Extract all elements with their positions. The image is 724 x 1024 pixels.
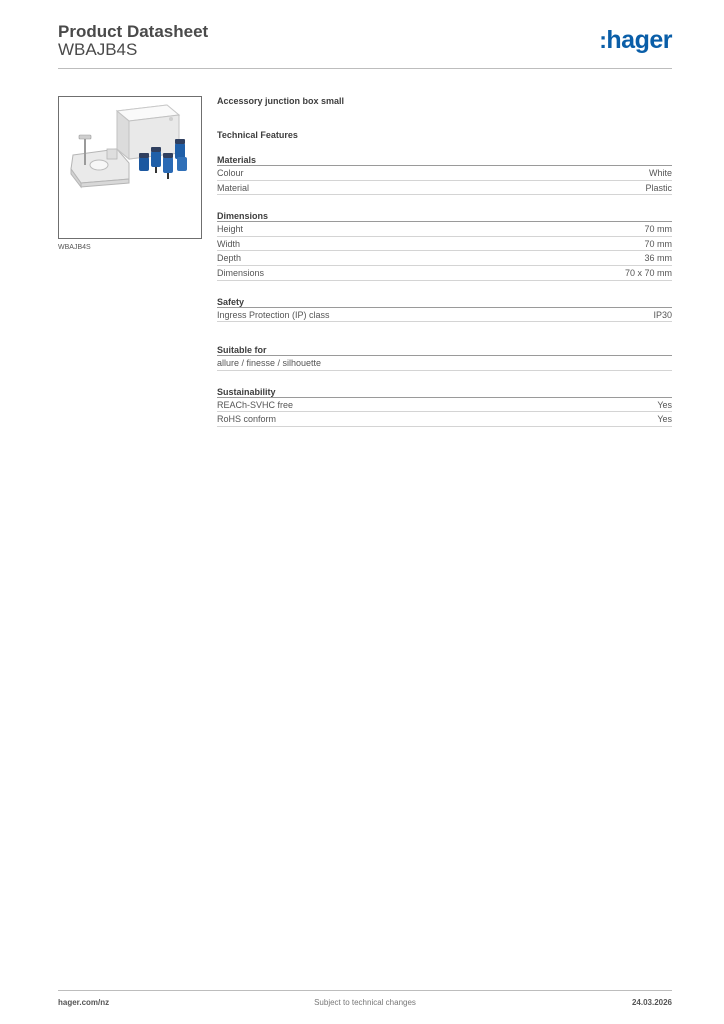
spec-label: Dimensions <box>217 267 265 278</box>
section-dimensions <box>217 211 672 280</box>
spec-label: Colour <box>217 168 244 178</box>
spec-value: Yes <box>657 414 672 425</box>
section-materials <box>217 155 672 195</box>
spec-label: Height <box>217 224 244 235</box>
spec-value: 70 mm <box>644 238 672 249</box>
spec-row <box>217 356 672 371</box>
footer-date: 24.03.2026 <box>631 998 672 1007</box>
footer-divider <box>58 990 672 991</box>
section-suitable-for <box>217 345 672 371</box>
spec-value: 70 x 70 mm <box>624 267 672 278</box>
product-name: Accessory junction box small <box>217 96 345 106</box>
section-title: Dimensions <box>217 211 672 222</box>
logo-dots: : <box>599 27 607 53</box>
product-image <box>58 96 202 239</box>
section-safety <box>217 297 672 323</box>
spec-value: White <box>648 168 672 178</box>
spec-label: Material <box>217 182 250 193</box>
section-sustainability <box>217 387 672 427</box>
header-divider <box>58 68 672 69</box>
spec-label: Ingress Protection (IP) class <box>217 309 330 320</box>
spec-row <box>217 237 672 252</box>
spec-row <box>217 308 672 323</box>
section-title: Sustainability <box>217 387 672 398</box>
footer-website-link[interactable]: hager.com/nz <box>58 998 110 1007</box>
spec-row <box>217 266 672 281</box>
section-title: Safety <box>217 297 672 308</box>
footer-notice: Subject to technical changes <box>314 998 416 1007</box>
spec-value: Yes <box>657 399 672 410</box>
junction-box-illustration <box>59 97 201 238</box>
spec-value: Plastic <box>645 182 672 193</box>
logo-text: hager <box>606 26 672 54</box>
page-footer <box>58 998 672 1010</box>
spec-label: RoHS conform <box>217 414 277 425</box>
spec-label: Width <box>217 238 241 249</box>
spec-label: allure / finesse / silhouette <box>217 358 322 369</box>
spec-row <box>217 251 672 266</box>
spec-row <box>217 181 672 196</box>
hager-logo <box>599 26 672 54</box>
junction-box-icon <box>117 105 179 159</box>
spec-value: IP30 <box>653 309 672 320</box>
page-header <box>58 20 672 70</box>
image-caption: WBAJB4S <box>58 244 91 251</box>
section-title: Suitable for <box>217 345 672 356</box>
technical-features-heading: Technical Features <box>217 130 298 140</box>
spec-value: 36 mm <box>644 253 672 264</box>
spec-row <box>217 166 672 181</box>
product-reference: WBAJB4S <box>58 40 138 59</box>
spec-row <box>217 412 672 427</box>
spec-value: 70 mm <box>644 224 672 235</box>
technical-content <box>217 96 672 427</box>
spec-label: REACh-SVHC free <box>217 399 294 410</box>
spec-row <box>217 398 672 413</box>
document-title: Product Datasheet <box>58 22 209 41</box>
section-title: Materials <box>217 155 672 166</box>
spec-row <box>217 222 672 237</box>
spec-label: Depth <box>217 253 242 264</box>
